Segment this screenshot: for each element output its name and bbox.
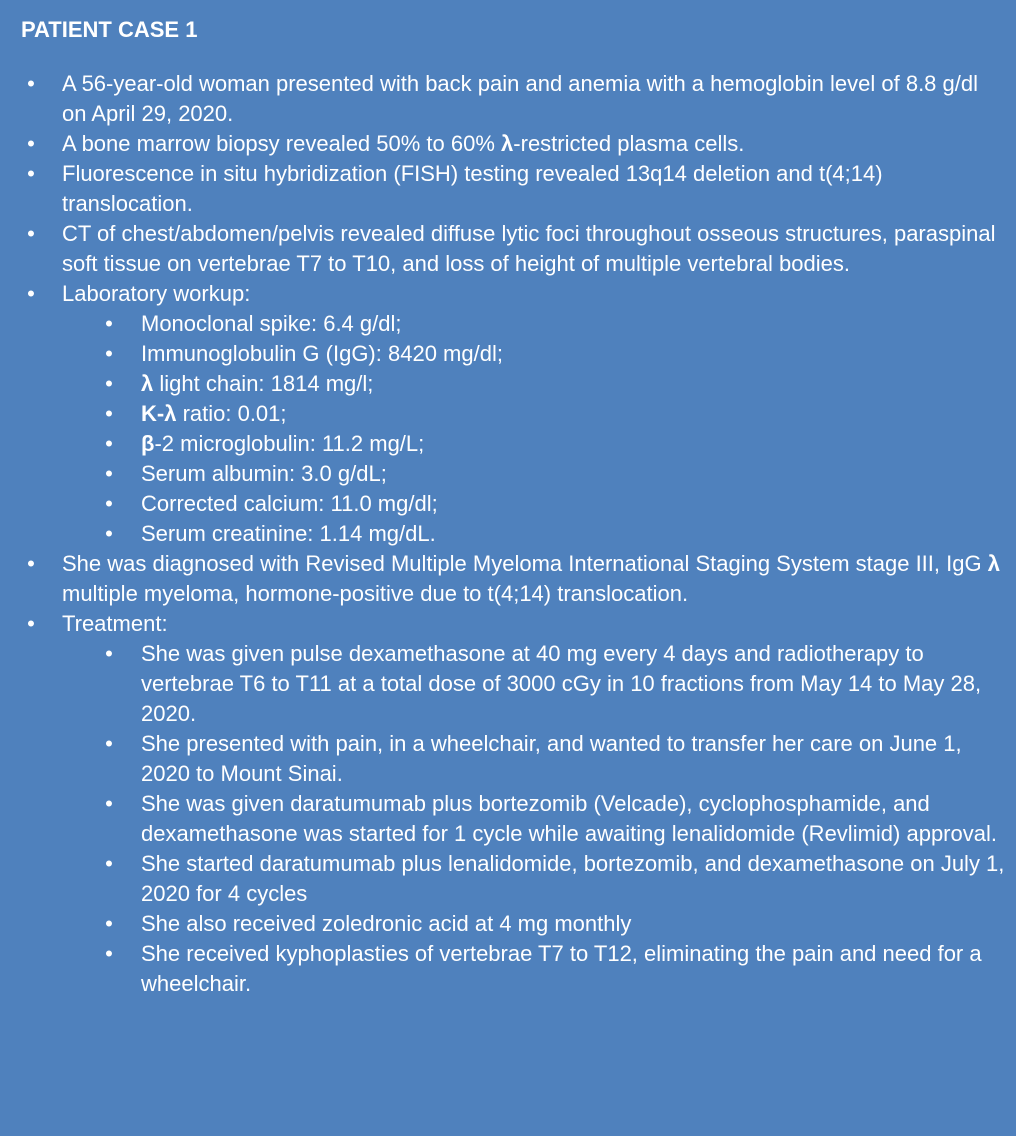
lab-item	[21, 429, 1006, 459]
item-text: A 56-year-old woman presented with back pain and anemia with a hemoglobin level of 8.8 g/dl on April 29, 2020.	[62, 71, 978, 126]
bullet-icon: •	[27, 221, 35, 246]
lab-workup-list	[62, 309, 1006, 549]
lab-item	[21, 489, 1006, 519]
bullet-icon: •	[105, 461, 113, 486]
bullet-icon: •	[105, 941, 113, 966]
list-item	[21, 129, 1006, 159]
list-item	[21, 159, 1006, 219]
lab-item-text: Corrected calcium: 11.0 mg/dl;	[141, 491, 438, 516]
bullet-icon: •	[105, 491, 113, 516]
treatment-text: She started daratumumab plus lenalidomide, bortezomib, and dexamethasone on July 1, 2020 for 4 cycles	[141, 851, 1005, 906]
bullet-icon: •	[27, 611, 35, 636]
lab-item-text: Serum albumin: 3.0 g/dL;	[141, 461, 387, 486]
bullet-icon: •	[27, 131, 35, 156]
treatment-text: She presented with pain, in a wheelchair, and wanted to transfer her care on June 1, 2020 to Mount Sinai.	[141, 731, 962, 786]
lab-item	[21, 399, 1006, 429]
lab-item-bold: β	[141, 431, 155, 456]
treatment-list	[62, 639, 1006, 999]
list-item-treatment	[21, 609, 1006, 999]
lambda-symbol: λ	[501, 131, 514, 156]
lab-item	[21, 339, 1006, 369]
item-text-post: multiple myeloma, hormone-positive due to t(4;14) translocation.	[62, 581, 689, 606]
treatment-text: She was given daratumumab plus bortezomib (Velcade), cyclophosphamide, and dexamethasone was started for 1 cycle while awaiting lenalidomide (Revlimid) approval.	[141, 791, 997, 846]
bullet-icon: •	[105, 521, 113, 546]
lab-item	[21, 309, 1006, 339]
list-item	[21, 219, 1006, 279]
lab-item-text: Serum creatinine: 1.14 mg/dL.	[141, 521, 436, 546]
list-item-lab-workup	[21, 279, 1006, 549]
item-text: CT of chest/abdomen/pelvis revealed diffuse lytic foci throughout osseous structures, paraspinal soft tissue on vertebrae T7 to T10, and loss of height of multiple vertebral bodies.	[62, 221, 996, 276]
treatment-item	[21, 639, 1006, 729]
bullet-icon: •	[105, 791, 113, 816]
lab-item-text: ratio: 0.01;	[176, 401, 287, 426]
bullet-icon: •	[105, 371, 113, 396]
lab-item	[21, 459, 1006, 489]
bullet-icon: •	[105, 851, 113, 876]
bullet-icon: •	[105, 431, 113, 456]
treatment-text: She also received zoledronic acid at 4 mg monthly	[141, 911, 632, 936]
item-text-pre: She was diagnosed with Revised Multiple Myeloma International Staging System stage III, IgG	[62, 551, 988, 576]
treatment-item	[21, 729, 1006, 789]
treatment-text: She received kyphoplasties of vertebrae T7 to T12, eliminating the pain and need for a wheelchair.	[141, 941, 982, 996]
lab-item	[21, 369, 1006, 399]
lab-item-text: Monoclonal spike: 6.4 g/dl;	[141, 311, 402, 336]
treatment-item	[21, 909, 1006, 939]
bullet-icon: •	[105, 401, 113, 426]
treatment-item	[21, 939, 1006, 999]
item-text: Treatment:	[62, 611, 168, 636]
bullet-icon: •	[27, 161, 35, 186]
bullet-icon: •	[105, 311, 113, 336]
list-item	[21, 69, 1006, 129]
item-text: Laboratory workup:	[62, 281, 251, 306]
bullet-icon: •	[105, 641, 113, 666]
bullet-icon: •	[27, 71, 35, 96]
treatment-item	[21, 789, 1006, 849]
item-text-post: -restricted plasma cells.	[513, 131, 745, 156]
lab-item-text: light chain: 1814 mg/l;	[153, 371, 374, 396]
lab-item	[21, 519, 1006, 549]
case-title: PATIENT CASE 1	[21, 17, 198, 42]
bullet-icon: •	[27, 551, 35, 576]
bullet-icon: •	[27, 281, 35, 306]
list-item	[21, 549, 1006, 609]
lab-item-text: -2 microglobulin: 11.2 mg/L;	[154, 431, 425, 456]
lab-item-bold: K-λ	[141, 401, 177, 426]
item-text-pre: A bone marrow biopsy revealed 50% to 60%	[62, 131, 502, 156]
lab-item-bold: λ	[141, 371, 154, 396]
bullet-icon: •	[105, 731, 113, 756]
treatment-text: She was given pulse dexamethasone at 40 mg every 4 days and radiotherapy to vertebrae T6 to T11 at a total dose of 3000 cGy in 10 fractions from May 14 to May 28, 2020.	[141, 641, 982, 726]
case-bullet-list	[21, 69, 1006, 999]
bullet-icon: •	[105, 911, 113, 936]
bullet-icon: •	[105, 341, 113, 366]
treatment-item	[21, 849, 1006, 909]
lab-item-text: Immunoglobulin G (IgG): 8420 mg/dl;	[141, 341, 503, 366]
lambda-symbol: λ	[987, 551, 1000, 576]
item-text: Fluorescence in situ hybridization (FISH) testing revealed 13q14 deletion and t(4;14) translocation.	[62, 161, 883, 216]
